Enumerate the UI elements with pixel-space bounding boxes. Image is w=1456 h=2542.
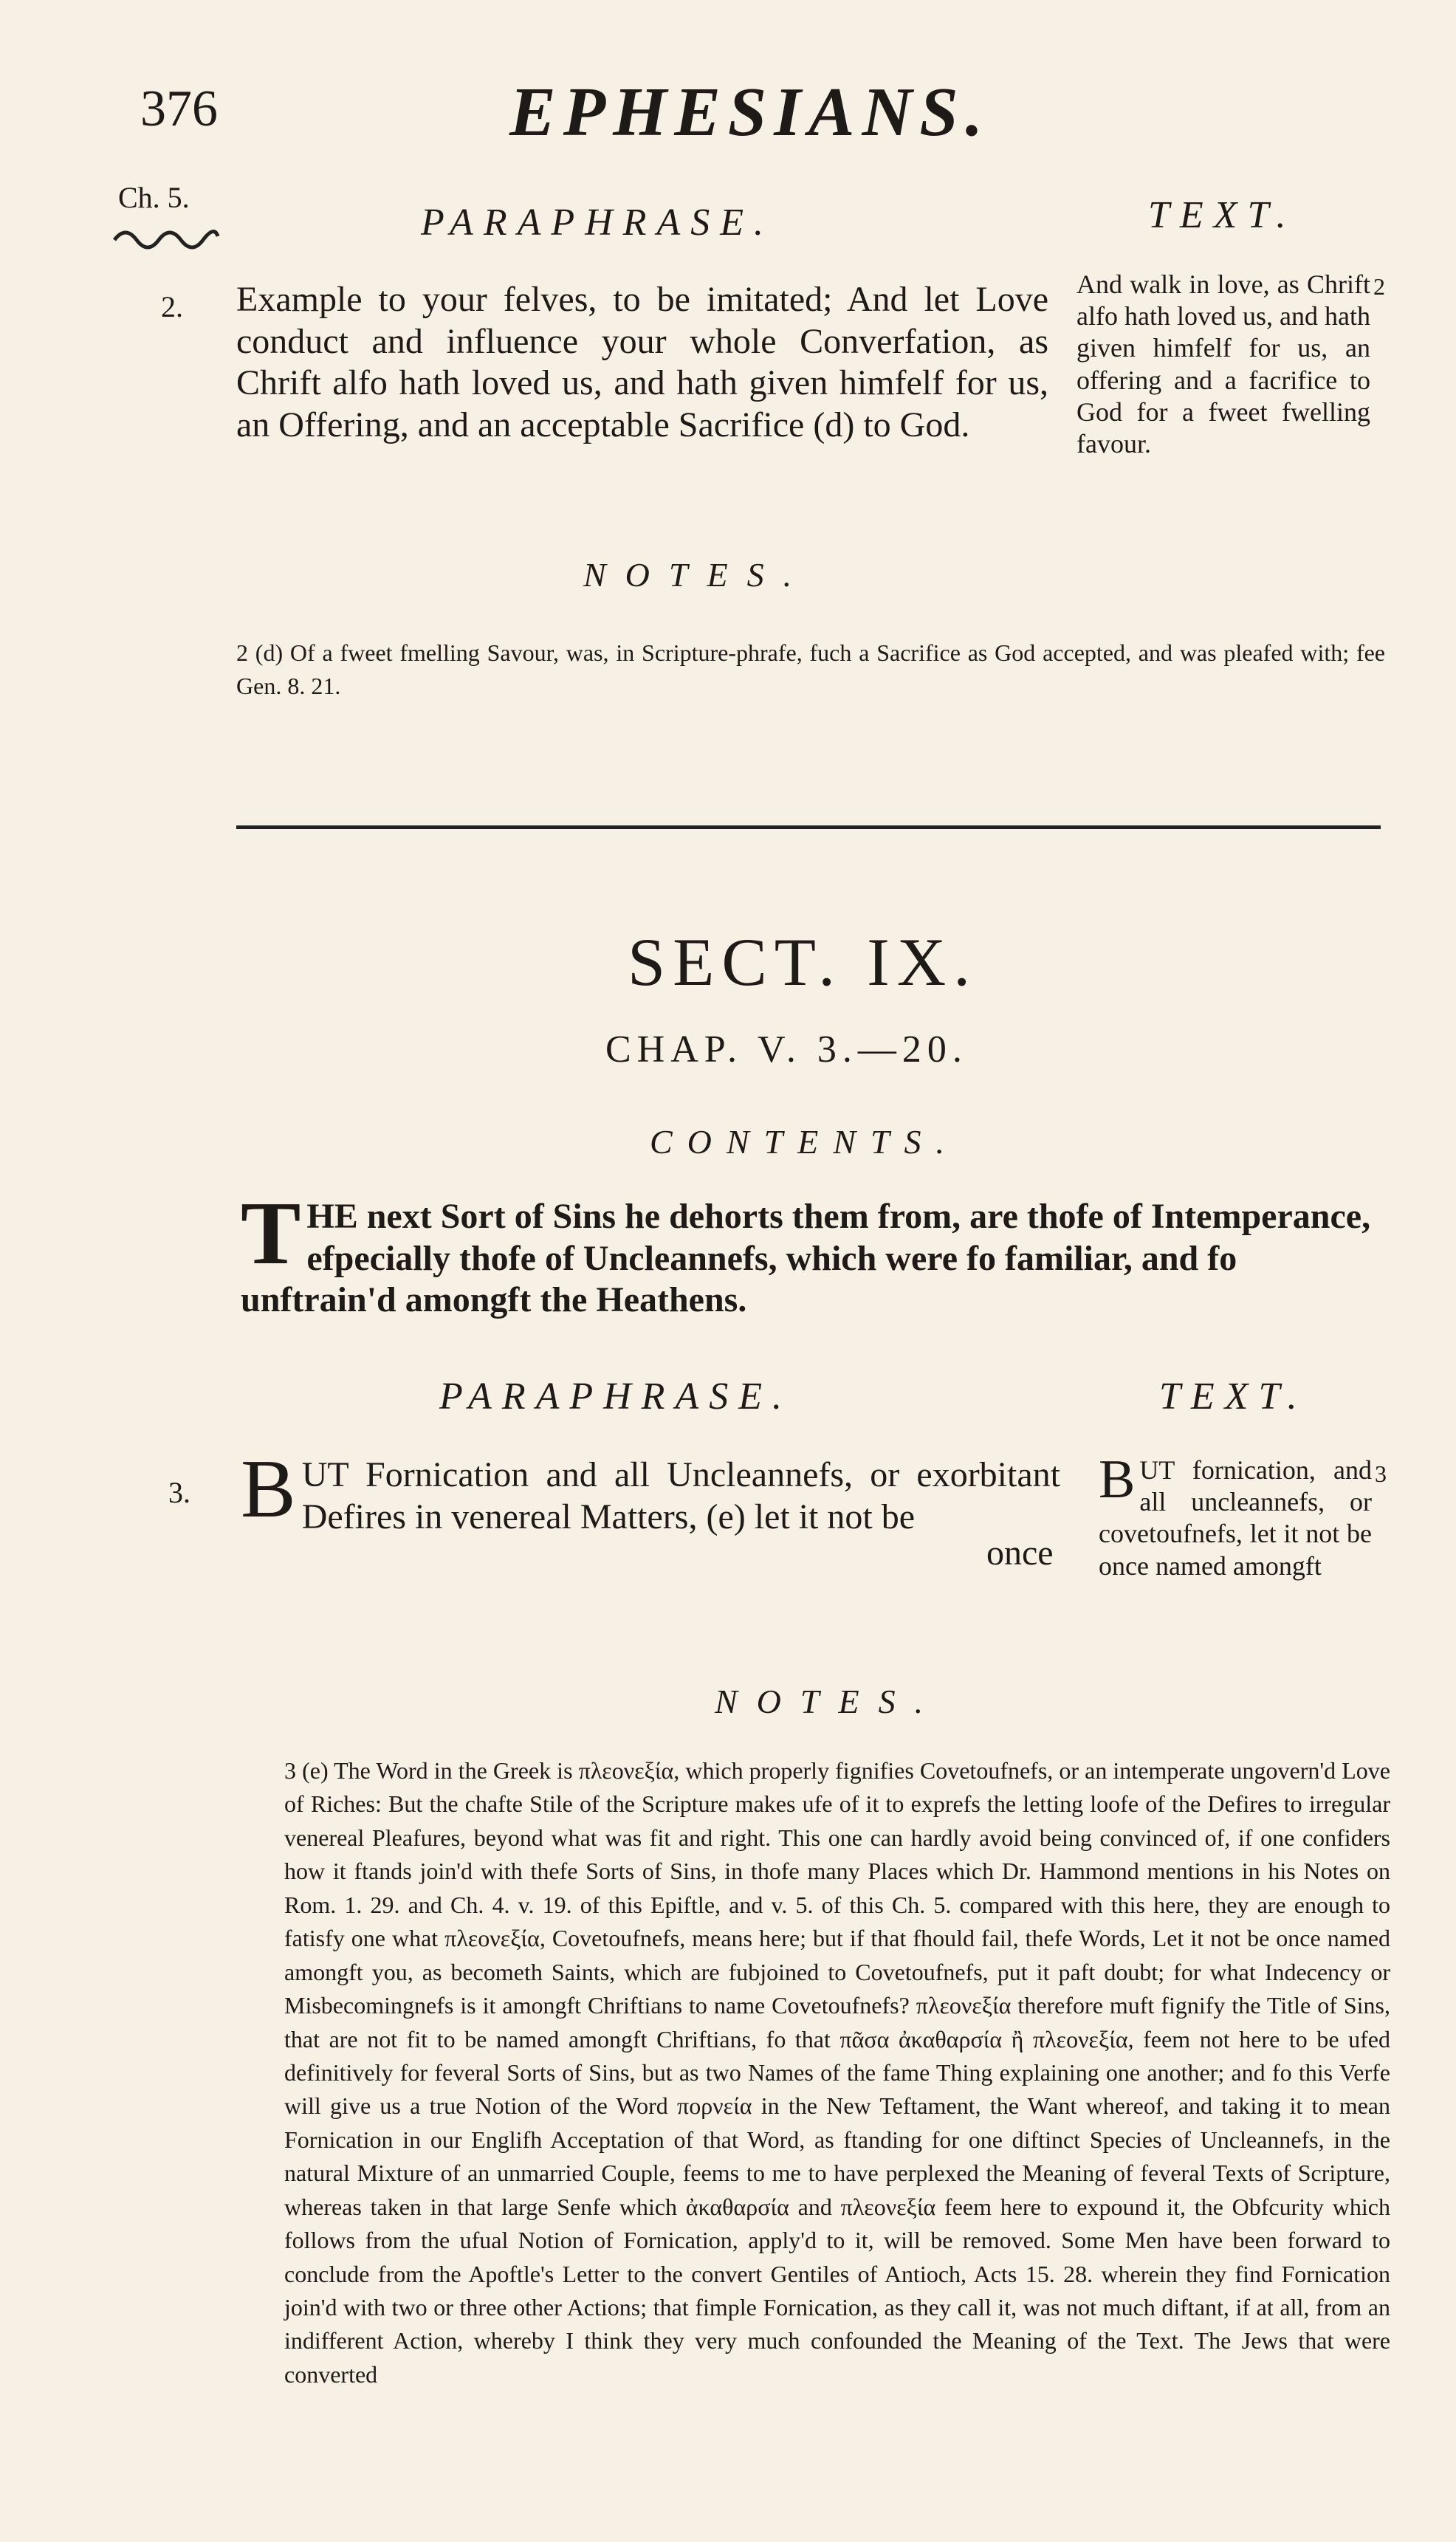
scripture-text-2 <box>1099 1449 1372 1582</box>
contents-summary <box>241 1184 1391 1322</box>
contents-heading: CONTENTS. <box>650 1123 960 1161</box>
margin-verse-number-2: 3 <box>1375 1460 1387 1487</box>
paraphrase-heading-2: PARAPHRASE. <box>439 1375 792 1418</box>
scripture-body-2: UT fornication, and all uncleannefs, or covetoufnefs, let it not be once named amongft <box>1099 1455 1372 1581</box>
section-title: SECT. IX. <box>628 924 978 1000</box>
verse-number-2: 3. <box>168 1476 190 1509</box>
text-heading: TEXT. <box>1148 194 1297 236</box>
chapter-range: CHAP. V. 3.—20. <box>605 1028 968 1071</box>
notes-heading: NOTES. <box>583 556 811 594</box>
note-d: 2 (d) Of a fweet fmelling Savour, was, in Scripture-phrafe, fuch a Sacrifice as God accepted, and was pleafed with; fee Gen. 8. 21. <box>236 639 1385 700</box>
verse-number: 2. <box>161 290 183 323</box>
note-e: 3 (e) The Word in the Greek is πλεονεξία, which properly fignifies Covetoufnefs, or an intemperate ungovern'd Love of Riches: But the chafte Stile of the Scripture makes ufe of it to exprefs the letting loofe of the Defires to irregular venereal Pleafures, beyond what was fit and right. This one can hardly avoid being convinced of, if one confiders how it ftands join'd with thefe Sorts of Sins, in thofe many Places which Dr. Hammond mentions in his Notes on Rom. 1. 29. and Ch. 4. v. 19. of this Epiftle, and v. 5. of this Ch. 5. compared with this here, they are enough to fatisfy one what πλεονεξία, Covetoufnefs, means here; but if that fhould fail, thefe Words, Let it not be once named amongft you, as becometh Saints, which are fubjoined to Covetoufnefs, put it paft doubt; for what Indecency or Misbecomingnefs is it amongft Chriftians to name Covetoufnefs? πλεονεξία therefore muft fignify the Title of Sins, that are not fit to be named amongft Chriftians, fo that πᾶσα ἀκαθαρσία ἢ πλεονεξία, feem not here to be ufed definitively for feveral Sorts of Sins, but as two Names of the fame Thing explaining one another; and fo this Verfe will give us a true Notion of the Word πορνεία in the New Teftament, the Want whereof, and taking it to mean Fornication in our Englifh Acceptation of that Word, as ftanding for one diftinct Species of Uncleannefs, in the natural Mixture of an unmarried Couple, feems to me to have perplexed the Meaning of feveral Texts of Scripture, whereas taken in that large Senfe which ἀκαθαρσία and πλεονεξία feem here to expound it, the Obfcurity which follows from the ufual Notion of Fornication, apply'd to it, will be removed. Some Men have been forward to conclude from the Apoftle's Letter to the convert Gentiles of Antioch, Acts 15. 28. wherein they find Fornication join'd with two or three other Actions; that fimple Fornication, as they call it, was not much diftant, if at all, from an indifferent Action, whereby I think they very much confounded the Meaning of the Text. The Jews that were converted <box>284 1757 1390 2388</box>
chapter-mark: Ch. 5. <box>118 181 190 214</box>
margin-verse-number: 2 <box>1373 273 1385 300</box>
drop-cap-paraphrase: B <box>241 1443 296 1535</box>
drop-cap-text: B <box>1099 1449 1136 1510</box>
paraphrase-text-2 <box>241 1443 1060 1538</box>
drop-cap: T <box>241 1184 301 1283</box>
scripture-text: And walk in love, as Chrift alfo hath loved us, and hath given himfelf for us, an offering and a facrifice to God for a fweet fwelling favour. <box>1076 269 1370 458</box>
catchword-once: once <box>986 1533 1054 1573</box>
contents-text: HE next Sort of Sins he dehorts them from, are thofe of Intemperance, efpecially thofe of Uncleannefs, which were fo familiar, and fo unftrain'd amongft the Heathens. <box>241 1197 1371 1320</box>
flourish-ornament <box>111 221 222 251</box>
notes-heading-2: NOTES. <box>715 1683 943 1720</box>
paraphrase-body-2: UT Fornication and all Uncleannefs, or exorbitant Defires in venereal Matters, (e) let it not be <box>301 1455 1060 1536</box>
page-number: 376 <box>140 80 218 137</box>
paraphrase-text: Example to your felves, to be imitated; And let Love conduct and influence your whole Converfation, as Chrift alfo hath loved us, and hath given himfelf for us, an Offering, and an acceptable Sacrifice (d) to God. <box>236 280 1048 444</box>
text-heading-2: TEXT. <box>1159 1375 1308 1418</box>
paraphrase-heading: PARAPHRASE. <box>421 202 774 244</box>
section-rule <box>236 825 1381 829</box>
running-title: EPHESIANS. <box>509 74 991 151</box>
